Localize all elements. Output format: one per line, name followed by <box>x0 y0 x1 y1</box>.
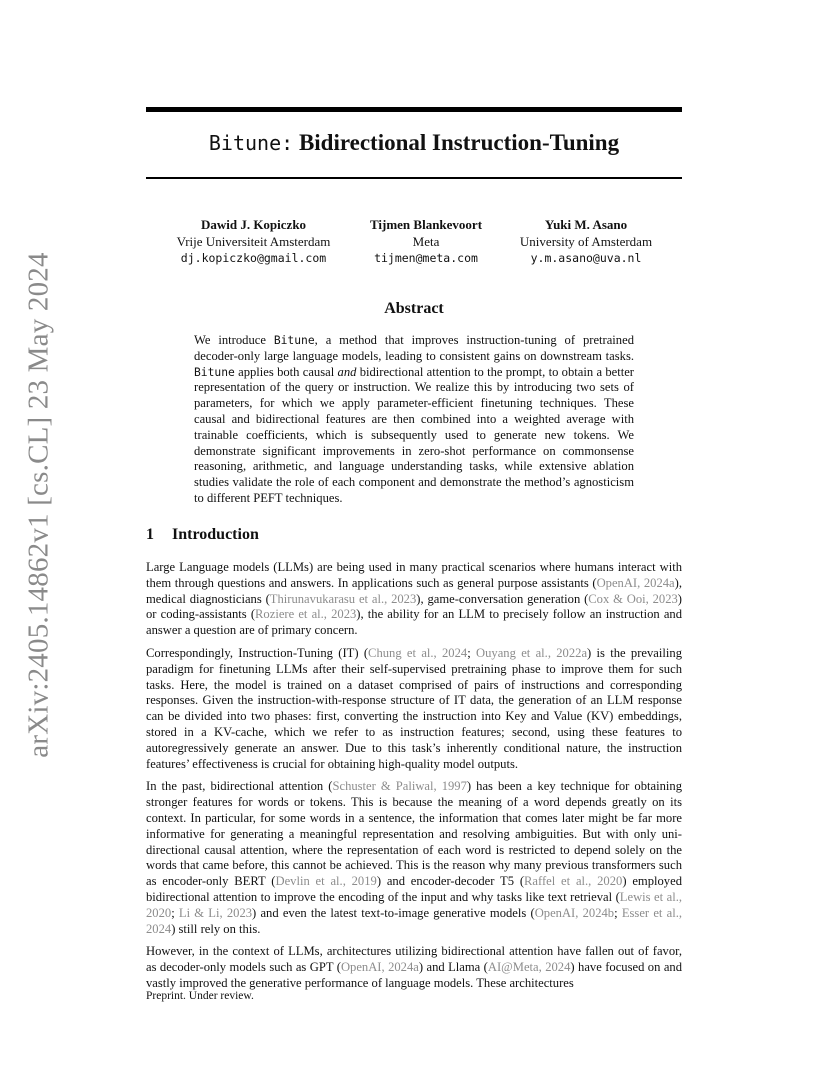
title-method-name: Bitune: <box>208 131 294 155</box>
title-rule-bottom <box>146 177 682 179</box>
method-name: Bitune <box>194 365 235 379</box>
citation-link[interactable]: Cox & Ooi, 2023 <box>588 591 678 606</box>
author-affiliation: Meta <box>412 234 440 249</box>
paragraph-2: Correspondingly, Instruction-Tuning (IT) (Chung et al., 2024; Ouyang et al., 2022a) is the prevailing paradigm for finetuning LLMs after their self-supervised pretraining phase to improve them for such tasks. Here, the model is trained on a dataset comprised of pairs of instructions and corresponding responses. Given the instruction-with-response structure of IT data, the generation of an LLM response can be divided into two phases: first, converting the instruction into Key and Value (KV) embeddings, stored in a KV-cache, which we refer to as instruction features; second, using these features to autoregressively generate an answer. Due to this task’s inherently conditional nature, the instruction features’ effectiveness is crucial for obtaining high-quality model outputs. <box>146 645 682 771</box>
citation-link[interactable]: OpenAI, 2024a <box>596 575 675 590</box>
arxiv-identifier: arXiv:2405.14862v1 [cs.CL] 23 May 2024 <box>22 252 55 758</box>
citation-link[interactable]: OpenAI, 2024b <box>534 905 615 920</box>
author-name: Yuki M. Asano <box>544 217 628 232</box>
paragraph-3: In the past, bidirectional attention (Schuster & Paliwal, 1997) has been a key technique for obtaining stronger features for words or tokens. This is because the meaning of a word depends greatly on its context. In particular, for some words in a sentence, the information that comes later might be far more informative for generating a meaningful representation and resolving ambiguities. But with only uni-directional causal attention, where the representation of each word is restricted to depend solely on the words that came before, this cannot be achieved. This is the reason why many previous transformers such as encoder-only BERT (Devlin et al., 2019) and encoder-decoder T5 (Raffel et al., 2020) employed bidirectional attention to improve the encoding of the input and why tasks like text retrieval (Lewis et al., 2020; Li & Li, 2023) and even the latest text-to-image generative models (OpenAI, 2024b; Esser et al., 2024) still rely on this. <box>146 779 682 936</box>
section-number: 1 <box>146 526 154 543</box>
citation-link[interactable]: Schuster & Paliwal, 1997 <box>332 779 467 794</box>
method-name: Bitune <box>273 334 315 347</box>
author-email: tijmen@meta.com <box>374 251 478 265</box>
paragraph-4: However, in the context of LLMs, architectures utilizing bidirectional attention have fallen out of favor, as decoder-only models such as GPT (OpenAI, 2024a) and Llama (AI@Meta, 2024) have focused on and vastly improved the generative performance of language models. These architectures <box>146 944 683 990</box>
citation-link[interactable]: Roziere et al., 2023 <box>255 607 357 622</box>
abstract-text: We introduce Bitune, a method that improves instruction-tuning of pretrained decoder-only large language models, leading to consistent gains on downstream tasks. Bitune applies both causal and bidirectional attention to the prompt, to obtain a better representation of the query or instruction. We realize this by introducing two sets of parameters, for which we apply parameter-efficient finetuning techniques. These causal and bidirectional features are then combined into a weighted average with trainable coefficients, which is subsequently used to generate new tokens. We demonstrate significant improvements in zero-shot performance on commonsense reasoning, arithmetic, and language understanding tasks, while extensive ablation studies validate the role of each component and demonstrate the method’s agnosticism to different PEFT techniques. <box>194 333 634 505</box>
citation-link[interactable]: Lewis et al., 2020 <box>146 889 682 920</box>
paragraph-1: Large Language models (LLMs) are being used in many practical scenarios where humans interact with them through questions and answers. In applications such as general purpose assistants (OpenAI, 2024a), medical diagnosticians (Thirunavukarasu et al., 2023), game-conversation generation (Cox & Ooi, 2023) or coding-assistants (Roziere et al., 2023), the ability for an LLM to precisely follow an instruction and answer a question are of primary concern. <box>146 560 683 638</box>
citation-link[interactable]: Chung et al., 2024 <box>368 645 468 660</box>
author-2 <box>346 216 506 267</box>
title-rule-top <box>146 107 682 112</box>
section-title: Introduction <box>172 526 259 543</box>
title-main: Bidirectional Instruction-Tuning <box>298 130 620 155</box>
abstract-heading: Abstract <box>384 300 444 317</box>
citation-link[interactable]: Devlin et al., 2019 <box>275 874 377 889</box>
author-email: dj.kopiczko@gmail.com <box>180 251 327 265</box>
author-affiliation: University of Amsterdam <box>519 234 653 249</box>
citation-link[interactable]: Esser et al., 2024 <box>146 905 682 936</box>
introduction-body <box>146 560 682 999</box>
paper-title <box>146 130 682 156</box>
author-affiliation: Vrije Universiteit Amsterdam <box>176 234 331 249</box>
author-3 <box>506 216 666 267</box>
citation-link[interactable]: Li & Li, 2023 <box>178 905 253 920</box>
footer-note: Preprint. Under review. <box>146 990 254 1002</box>
citation-link[interactable]: Thirunavukarasu et al., 2023 <box>269 591 417 606</box>
citation-link[interactable]: Raffel et al., 2020 <box>524 874 623 889</box>
citation-link[interactable]: Ouyang et al., 2022a <box>476 645 588 660</box>
author-name: Dawid J. Kopiczko <box>200 217 307 232</box>
author-1 <box>146 216 361 267</box>
citation-link[interactable]: AI@Meta, 2024 <box>487 960 571 975</box>
citation-link[interactable]: OpenAI, 2024a <box>340 960 419 975</box>
author-email: y.m.asano@uva.nl <box>530 251 642 265</box>
section-heading-introduction <box>146 526 259 544</box>
author-name: Tijmen Blankevoort <box>369 217 483 232</box>
